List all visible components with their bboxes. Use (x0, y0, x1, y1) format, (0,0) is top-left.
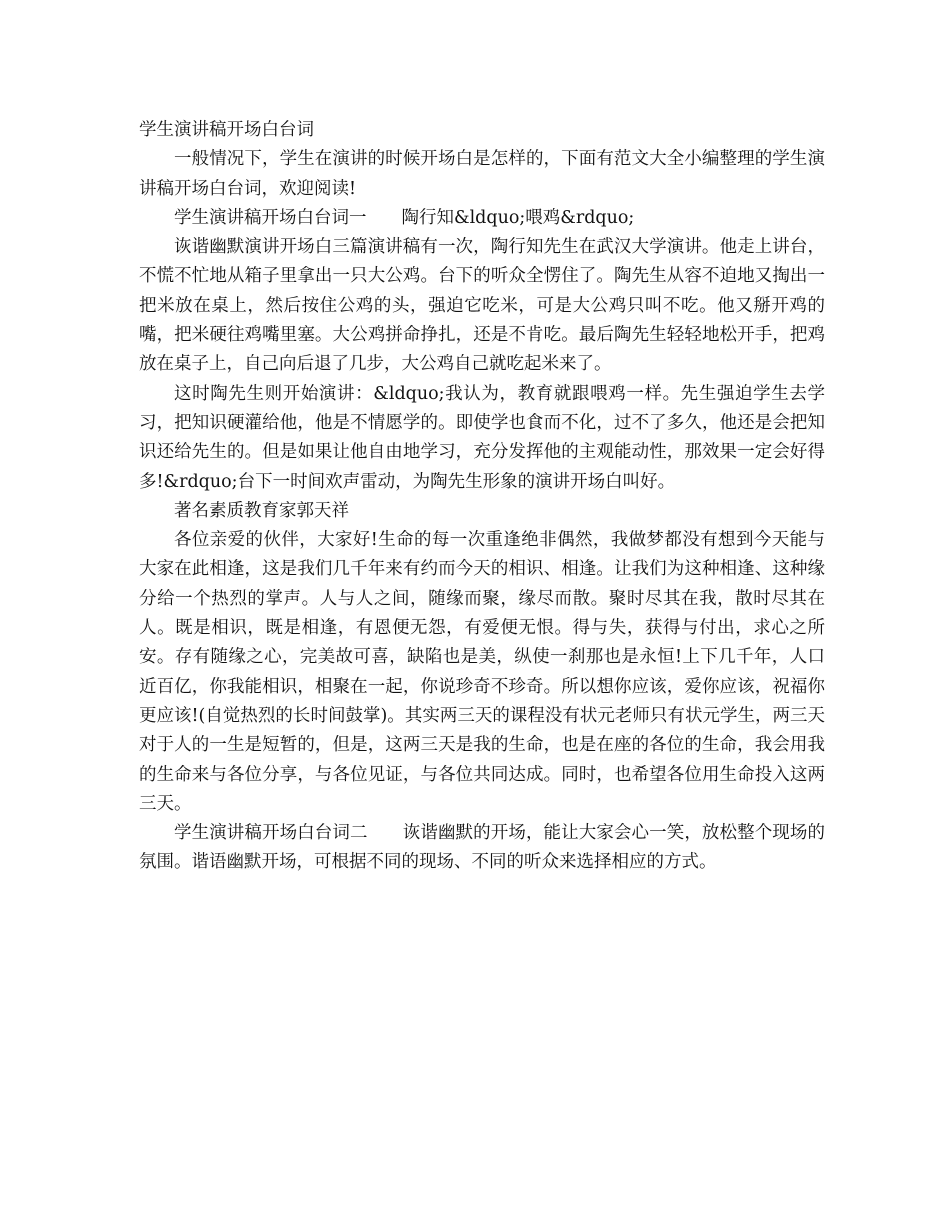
paragraph-heading-one: 学生演讲稿开场白台词一 陶行知&ldquo;喂鸡&rdquo; (174, 207, 635, 228)
paragraph-heading-two: 学生演讲稿开场白台词二 诙谐幽默的开场，能让大家会心一笑，放松整个现场的氛围。谐语幽默开场，可根据不同的现场、不同的听众来选择相应的方式。 (139, 823, 825, 873)
paragraph-greeting: 各位亲爱的伙伴，大家好!生命的每一次重逢绝非偶然，我做梦都没有想到今天能与大家在此相逢，这是我们几千年来有约而今天的相识、相逢。让我们为这种相逢、这种缘分给一个热烈的掌声。人与人之间，随缘而聚，缘尽而散。聚时尽其在我，散时尽其在人。既是相识，既是相逢，有恩便无怨，有爱便无恨。得与失，获得与付出，求心之所安。存有随缘之心，完美故可喜，缺陷也是美，纵使一刹那也是永恒!上下几千年，人口近百亿，你我能相识，相聚在一起，你说珍奇不珍奇。所以想你应该，爱你应该，祝福你更应该!(自觉热烈的长时间鼓掌)。其实两三天的课程没有状元老师只有状元学生，两三天对于人的一生是短暂的，但是，这两三天是我的生命，也是在座的各位的生命，我会用我的生命来与各位分享，与各位见证，与各位共同达成。同时，也希望各位用生命投入这两三天。 (139, 530, 825, 814)
paragraph-speech: 这时陶先生则开始演讲：&ldquo;我认为，教育就跟喂鸡一样。先生强迫学生去学习，把知识硬灌给他，他是不情愿学的。即使学也食而不化，过不了多久，他还是会把知识还给先生的。但是如果让他自由地学习，充分发挥他的主观能动性，那效果一定会好得多!&rdquo;台下一时间欢声雷动，为陶先生形象的演讲开场白叫好。 (139, 383, 825, 492)
paragraph-author: 著名素质教育家郭天祥 (174, 500, 349, 521)
paragraph-intro: 一般情况下，学生在演讲的时候开场白是怎样的，下面有范文大全小编整理的学生演讲稿开场白台词，欢迎阅读! (139, 149, 825, 199)
document-title: 学生演讲稿开场白台词 (139, 120, 314, 140)
paragraph-story: 诙谐幽默演讲开场白三篇演讲稿有一次，陶行知先生在武汉大学演讲。他走上讲台，不慌不忙地从箱子里拿出一只大公鸡。台下的听众全愣住了。陶先生从容不迫地又掏出一把米放在桌上，然后按住公鸡的头，强迫它吃米，可是大公鸡只叫不吃。他又掰开鸡的嘴，把米硬往鸡嘴里塞。大公鸡拼命挣扎，还是不肯吃。最后陶先生轻轻地松开手，把鸡放在桌子上，自己向后退了几步，大公鸡自己就吃起米来了。 (139, 237, 825, 375)
document-body (139, 116, 825, 878)
